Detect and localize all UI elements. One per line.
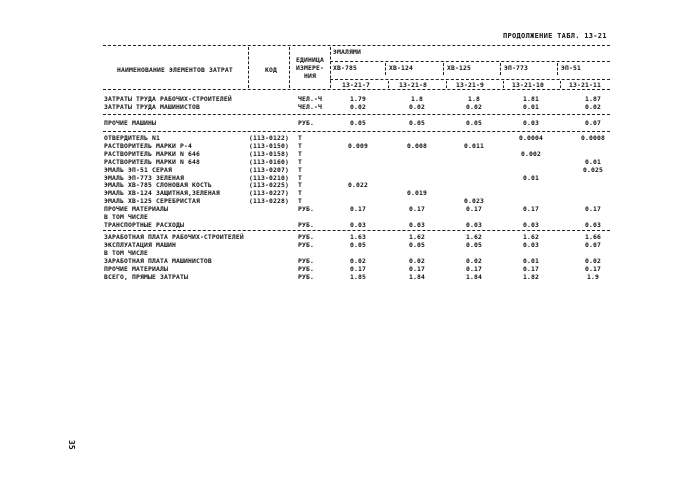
row-code: (113-0150)	[249, 141, 289, 150]
row-code: (113-0210)	[249, 173, 289, 182]
header-material: ЭП-773	[504, 64, 528, 72]
row-value: 0.05	[350, 240, 366, 249]
header-codes-rule	[330, 79, 610, 80]
row-value: 0.05	[409, 119, 425, 127]
row-value: 0.002	[521, 149, 541, 158]
header-material: ХВ-785	[333, 64, 357, 72]
row-value: 0.023	[464, 197, 484, 206]
row-value: 0.03	[523, 240, 539, 249]
header-norm-code: 13-21-8	[399, 81, 427, 89]
row-unit: Т	[298, 189, 302, 198]
row-value: 0.17	[409, 264, 425, 273]
row-name: ЗАТРАТЫ ТРУДА МАШИНИСТОВ	[104, 102, 200, 111]
row-name: ЗАТРАТЫ ТРУДА РАБОЧИХ-СТРОИТЕЛЕЙ	[104, 95, 232, 103]
row-name: ЭМАЛЬ ЭП-51 СЕРАЯ	[104, 165, 172, 174]
row-unit: Т	[298, 173, 302, 182]
header-material: ЭП-51	[561, 64, 581, 72]
row-value: 0.07	[585, 240, 601, 249]
table-continuation-title: ПРОДОЛЖЕНИЕ ТАБЛ. 13-21	[503, 32, 607, 40]
row-unit: ЧЕЛ.-Ч	[298, 95, 322, 103]
row-value: 1.84	[409, 272, 425, 281]
row-name: ЗАРАБОТНАЯ ПЛАТА МАШИНИСТОВ	[104, 256, 212, 265]
row-value: 1.87	[585, 95, 601, 103]
row-name: ЭМАЛЬ ХВ-785 СЛОНОВАЯ КОСТЬ	[104, 181, 212, 190]
header-group-label: ЭМАЛЯМИ	[333, 48, 361, 56]
row-value: 1.85	[350, 272, 366, 281]
row-value: 0.05	[466, 240, 482, 249]
row-code: (113-0225)	[249, 181, 289, 190]
row-value: 0.05	[409, 240, 425, 249]
row-unit: РУБ.	[298, 272, 314, 281]
header-separator	[557, 63, 558, 75]
row-value: 1.81	[523, 95, 539, 103]
row-value: 0.03	[523, 119, 539, 127]
row-unit: РУБ.	[298, 205, 314, 214]
row-value: 0.03	[523, 220, 539, 229]
row-value: 1.82	[523, 272, 539, 281]
row-name: РАСТВОРИТЕЛЬ МАРКИ Р-4	[104, 141, 192, 150]
row-unit: РУБ.	[298, 256, 314, 265]
row-unit: Т	[298, 149, 302, 158]
header-separator	[560, 81, 561, 88]
row-value: 0.025	[583, 165, 603, 174]
row-name: В ТОМ ЧИСЛЕ	[104, 248, 148, 257]
header-norm-code: 13-21-7	[342, 81, 370, 89]
row-value: 1.8	[468, 95, 480, 103]
row-value: 0.02	[350, 102, 366, 111]
row-name: ПРОЧИЕ МАТЕРИАЛЫ	[104, 205, 168, 214]
header-separator	[446, 81, 447, 88]
header-top-rule	[103, 45, 610, 46]
row-value: 1.8	[411, 95, 423, 103]
header-unit-line: НИЯ	[304, 72, 316, 80]
row-value: 1.62	[409, 233, 425, 241]
row-name: В ТОМ ЧИСЛЕ	[104, 213, 148, 221]
row-value: 0.02	[466, 256, 482, 265]
row-code: (113-0158)	[249, 149, 289, 158]
row-value: 0.03	[409, 220, 425, 229]
row-unit: РУБ.	[298, 264, 314, 273]
row-code: (113-0160)	[249, 157, 289, 166]
row-unit: Т	[298, 141, 302, 150]
header-separator	[385, 63, 386, 75]
row-value: 0.17	[466, 205, 482, 214]
row-name: ВСЕГО, ПРЯМЫЕ ЗАТРАТЫ	[104, 272, 188, 281]
row-value: 0.17	[523, 264, 539, 273]
row-unit: Т	[298, 197, 302, 206]
header-unit-line: ИЗМЕРЕ-	[296, 64, 324, 72]
row-name: ЭМАЛЬ ЭП-773 ЗЕЛЕНАЯ	[104, 173, 184, 182]
row-value: 0.17	[523, 205, 539, 214]
row-value: 0.011	[464, 141, 484, 150]
row-unit: РУБ.	[298, 119, 314, 127]
row-unit: ЧЕЛ.-Ч	[298, 102, 322, 111]
row-value: 1.66	[585, 233, 601, 241]
header-separator	[289, 47, 290, 88]
header-norm-code: 13-21-10	[512, 81, 544, 89]
row-name: ПРОЧИЕ МАШИНЫ	[104, 119, 156, 127]
row-value: 0.02	[466, 102, 482, 111]
page-number: 35	[67, 440, 76, 450]
header-unit-line: ЕДИНИЦА	[296, 56, 324, 64]
header-separator	[388, 81, 389, 88]
row-name: ОТВЕРДИТЕЛЬ N1	[104, 134, 160, 142]
header-separator	[330, 47, 331, 88]
row-value: 0.07	[585, 119, 601, 127]
row-value: 0.008	[407, 141, 427, 150]
row-value: 0.02	[409, 102, 425, 111]
header-name-column: НАИМЕНОВАНИЕ ЭЛЕМЕНТОВ ЗАТРАТ	[117, 66, 233, 74]
section-rule	[103, 114, 610, 115]
row-value: 0.03	[466, 220, 482, 229]
row-unit: Т	[298, 181, 302, 190]
row-value: 1.79	[350, 95, 366, 103]
header-norm-code: 13-21-9	[456, 81, 484, 89]
row-value: 0.02	[585, 256, 601, 265]
row-unit: Т	[298, 165, 302, 174]
row-value: 0.03	[350, 220, 366, 229]
row-value: 0.17	[350, 205, 366, 214]
row-value: 1.9	[587, 272, 599, 281]
row-value: 0.17	[409, 205, 425, 214]
header-code-column: КОД	[265, 66, 277, 74]
row-value: 0.01	[523, 173, 539, 182]
row-value: 0.17	[585, 205, 601, 214]
row-name: РАСТВОРИТЕЛЬ МАРКИ N 646	[104, 149, 200, 158]
row-value: 0.17	[466, 264, 482, 273]
row-unit: РУБ.	[298, 220, 314, 229]
row-value: 0.17	[585, 264, 601, 273]
row-unit: Т	[298, 157, 302, 166]
row-value: 0.009	[348, 141, 368, 150]
row-value: 0.17	[350, 264, 366, 273]
row-name: ПРОЧИЕ МАТЕРИАЛЫ	[104, 264, 168, 273]
row-unit: РУБ.	[298, 240, 314, 249]
row-value: 1.84	[466, 272, 482, 281]
row-value: 0.03	[585, 220, 601, 229]
header-material: ХВ-125	[447, 64, 471, 72]
row-code: (113-0122)	[249, 134, 289, 142]
row-value: 0.01	[523, 256, 539, 265]
row-name: ЭМАЛЬ ХВ-125 СЕРЕБРИСТАЯ	[104, 197, 200, 206]
row-value: 1.62	[523, 233, 539, 241]
header-separator	[443, 63, 444, 75]
row-value: 0.01	[585, 157, 601, 166]
header-separator	[500, 63, 501, 75]
row-value: 0.0008	[581, 134, 605, 142]
row-name: ЗАРАБОТНАЯ ПЛАТА РАБОЧИХ-СТРОИТЕЛЕЙ	[104, 233, 244, 241]
row-value: 0.0004	[519, 134, 543, 142]
row-value: 0.02	[350, 256, 366, 265]
row-value: 0.05	[350, 119, 366, 127]
row-code: (113-0207)	[249, 165, 289, 174]
header-material: ХВ-124	[389, 64, 413, 72]
row-name: РАСТВОРИТЕЛЬ МАРКИ N 648	[104, 157, 200, 166]
header-separator	[503, 81, 504, 88]
row-unit: РУБ.	[298, 233, 314, 241]
row-value: 0.022	[348, 181, 368, 190]
row-value: 1.62	[466, 233, 482, 241]
row-code: (113-0228)	[249, 197, 289, 206]
row-code: (113-0227)	[249, 189, 289, 198]
header-separator	[248, 47, 249, 88]
row-unit: Т	[298, 134, 302, 142]
section-rule	[103, 230, 610, 231]
row-value: 1.63	[350, 233, 366, 241]
row-value: 0.02	[585, 102, 601, 111]
section-rule	[103, 131, 610, 132]
row-value: 0.05	[466, 119, 482, 127]
row-value: 0.02	[409, 256, 425, 265]
row-value: 0.019	[407, 189, 427, 198]
row-name: ЭМАЛЬ ХВ-124 ЗАЩИТНАЯ,ЗЕЛЕНАЯ	[104, 189, 220, 198]
row-name: ЭКСПЛУАТАЦИЯ МАШИН	[104, 240, 176, 249]
row-name: ТРАНСПОРТНЫЕ РАСХОДЫ	[104, 220, 184, 229]
header-mid-rule	[330, 61, 610, 62]
row-value: 0.01	[523, 102, 539, 111]
header-bottom-rule	[103, 89, 610, 90]
header-norm-code: 13-21-11	[569, 81, 601, 89]
